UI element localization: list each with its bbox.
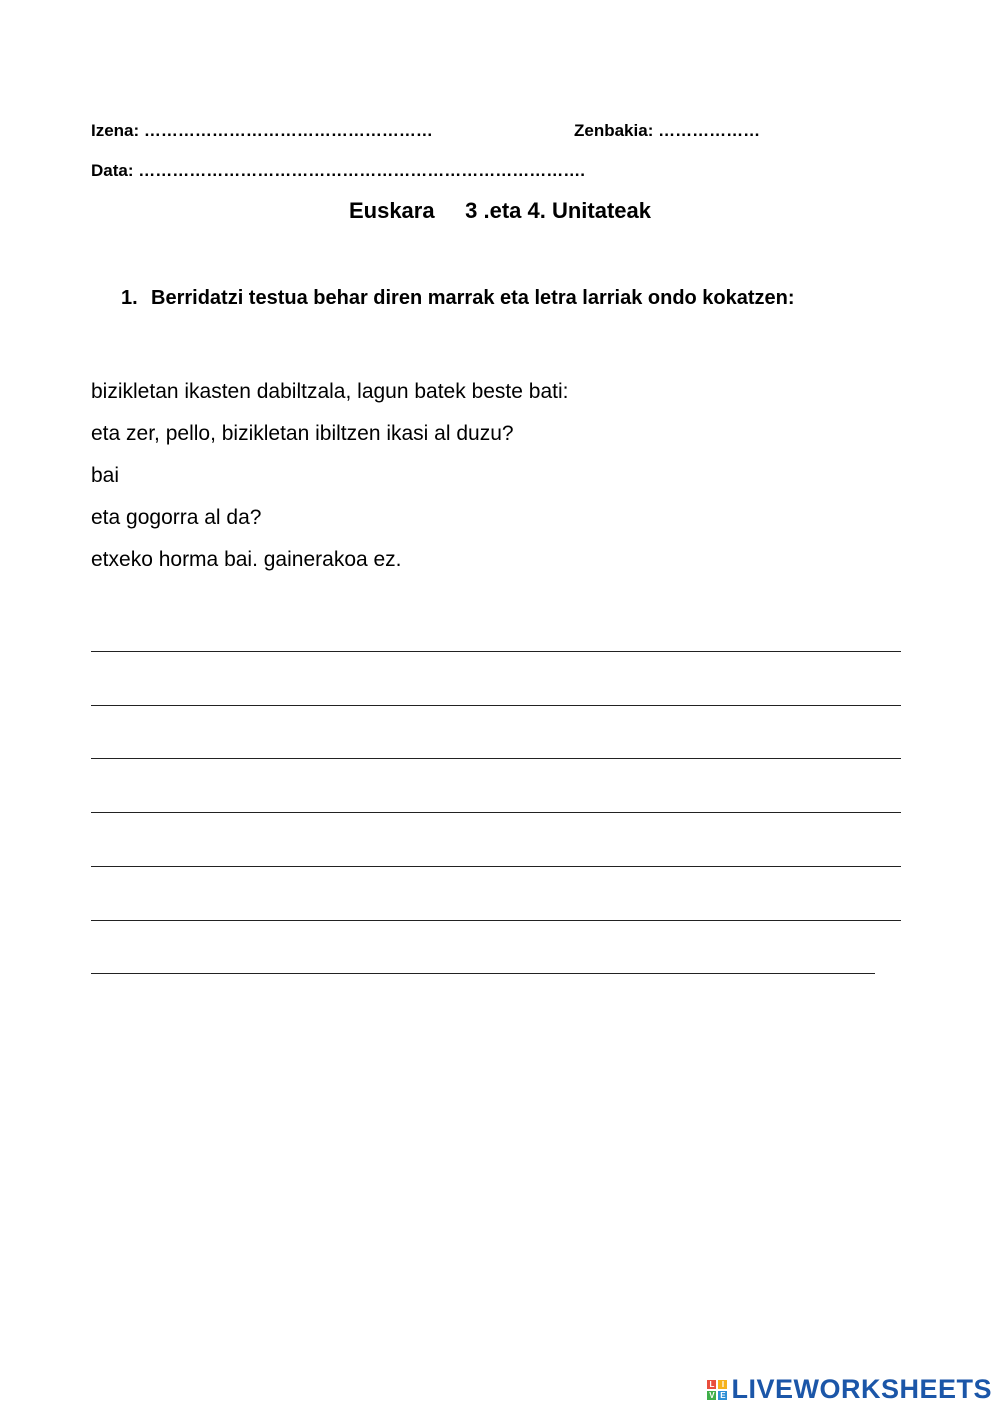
answer-line[interactable]: [91, 705, 901, 706]
exercise-text-line: etxeko horma bai. gainerakoa ez.: [91, 548, 402, 571]
exercise-text-line: eta zer, pello, bizikletan ibiltzen ikasi al duzu?: [91, 422, 514, 445]
answer-line[interactable]: [91, 973, 875, 974]
exercise-text: [91, 371, 568, 581]
name-field-label: Izena: ……………………………………………: [91, 121, 433, 140]
exercise-text-line: bai: [91, 464, 120, 487]
exercise-instruction: [121, 287, 795, 310]
liveworksheets-logo: [707, 1374, 992, 1405]
answer-line[interactable]: [91, 866, 901, 867]
exercise-text-line: eta gogorra al da?: [91, 506, 262, 529]
liveworksheets-logo-icon: L I V E: [709, 1379, 726, 1400]
answer-line[interactable]: [91, 758, 901, 759]
answer-line[interactable]: [91, 812, 901, 813]
exercise-text-line: bizikletan ikasten dabiltzala, lagun batek beste bati:: [91, 380, 569, 403]
answer-line[interactable]: [91, 920, 901, 921]
answer-line[interactable]: [91, 651, 901, 652]
liveworksheets-logo-text: LIVEWORKSHEETS: [731, 1374, 992, 1404]
number-field-label: Zenbakia: ………………: [574, 121, 761, 140]
date-field-label: Data: …………………………………………………………………….: [91, 161, 585, 180]
exercise-number: 1.: [121, 287, 138, 309]
exercise-instruction-text: Berridatzi testua behar diren marrak eta letra larriak ondo kokatzen:: [151, 287, 795, 309]
page-title: Euskara 3 .eta 4. Unitateak: [348, 198, 652, 223]
